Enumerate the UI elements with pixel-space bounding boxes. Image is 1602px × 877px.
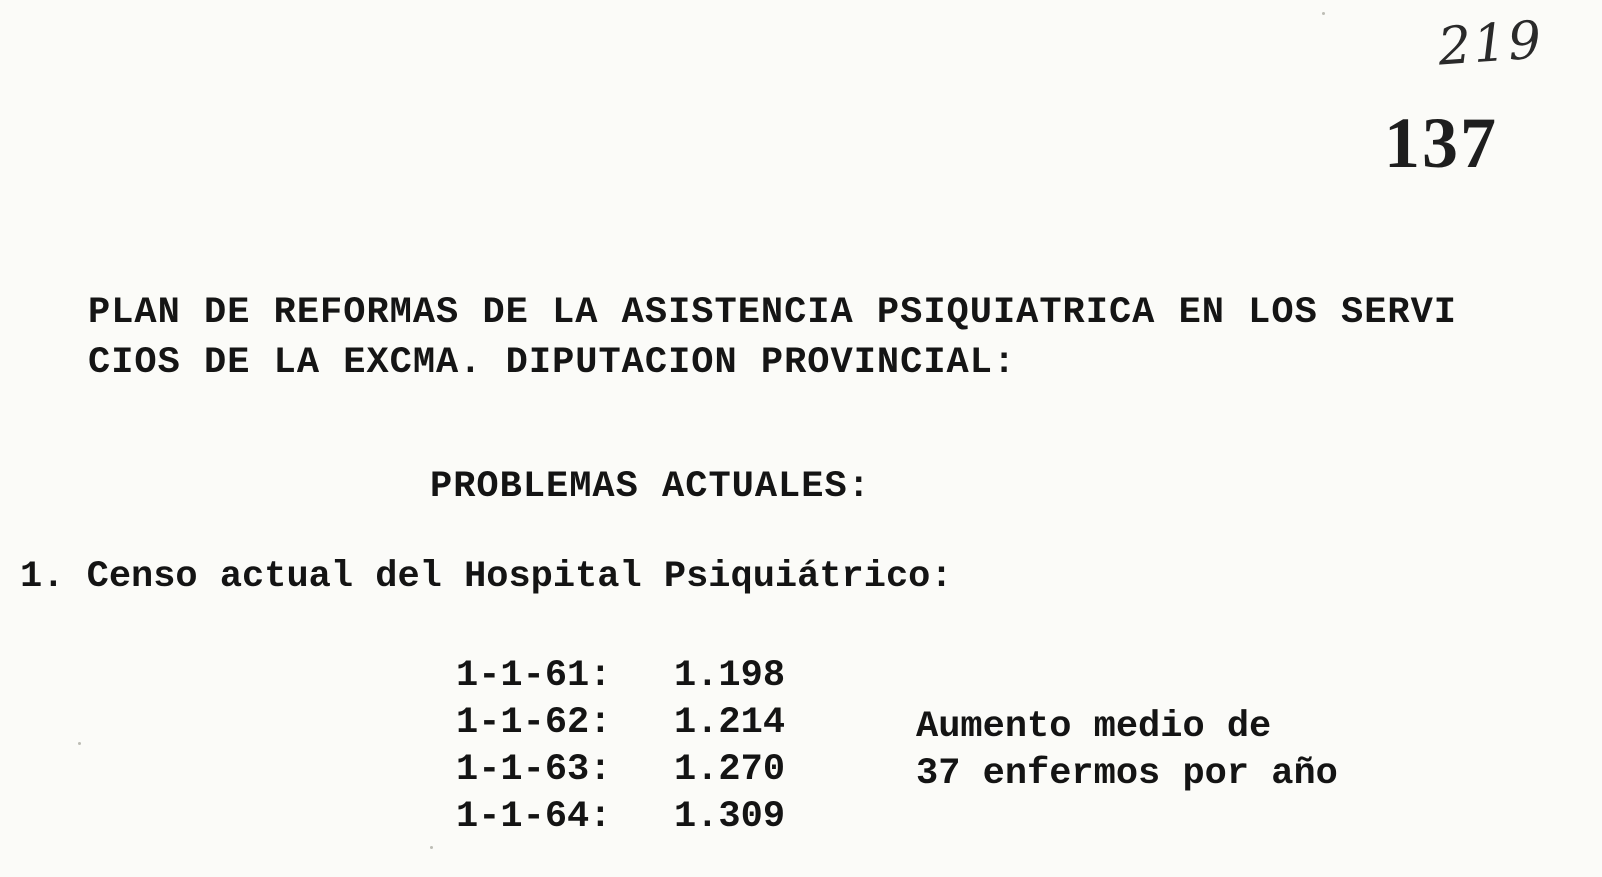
census-row bbox=[456, 652, 814, 699]
census-row bbox=[456, 746, 814, 793]
census-date: 1-1-61: bbox=[456, 654, 612, 697]
note-line-1: Aumento medio de bbox=[916, 706, 1272, 748]
item-1-label: 1. Censo actual del Hospital Psiquiátrico: bbox=[20, 556, 953, 598]
census-value: 1.270 bbox=[674, 748, 786, 791]
section-heading: PROBLEMAS ACTUALES: bbox=[430, 466, 871, 508]
census-value: 1.214 bbox=[674, 701, 786, 744]
census-value: 1.198 bbox=[674, 654, 786, 697]
document-title-line-2: CIOS DE LA EXCMA. DIPUTACION PROVINCIAL: bbox=[88, 342, 1017, 384]
census-row bbox=[456, 699, 814, 746]
stamped-page-number: 137 bbox=[1384, 103, 1498, 183]
census-date: 1-1-62: bbox=[456, 701, 612, 744]
handwritten-folio-number: 219 bbox=[1436, 10, 1546, 78]
annual-increase-note bbox=[916, 704, 1338, 798]
paper-speck bbox=[1322, 12, 1325, 15]
census-date: 1-1-64: bbox=[456, 795, 612, 838]
census-list bbox=[456, 652, 814, 840]
document-title-line-1: PLAN DE REFORMAS DE LA ASISTENCIA PSIQUIATRICA EN LOS SERVI bbox=[88, 292, 1458, 334]
census-date: 1-1-63: bbox=[456, 748, 612, 791]
note-line-2: 37 enfermos por año bbox=[916, 753, 1338, 795]
census-value: 1.309 bbox=[674, 795, 786, 838]
paper-speck bbox=[78, 742, 81, 745]
paper-speck bbox=[430, 846, 433, 849]
census-row bbox=[456, 793, 814, 840]
